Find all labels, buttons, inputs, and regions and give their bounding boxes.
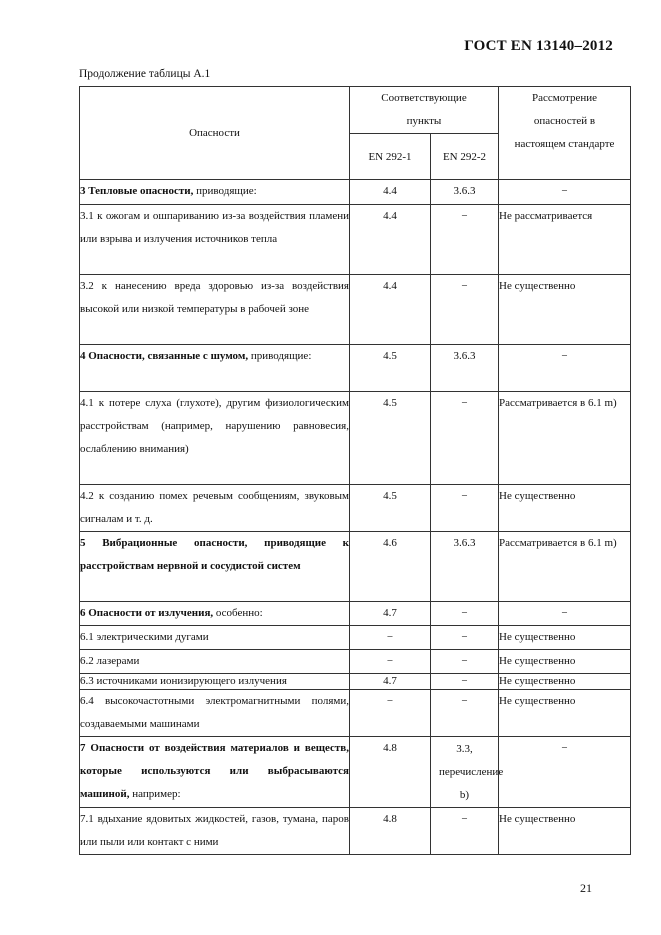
en2-cell: − <box>431 626 499 650</box>
en1-cell: 4.5 <box>350 392 431 485</box>
en1-cell: − <box>350 690 431 737</box>
review-cell: Не существенно <box>499 626 631 650</box>
hazard-cell: 6.3 источниками ионизирующего излучения <box>80 674 350 690</box>
review-cell: Не существенно <box>499 275 631 345</box>
table-row <box>80 626 631 650</box>
en1-cell: 4.4 <box>350 205 431 275</box>
table-row <box>80 392 631 485</box>
hazard-cell: 3.1 к ожогам и ошпариванию из-за воздействия пламени или взрыва и излучения источников тепла <box>80 205 350 275</box>
hazard-cell: 3 Тепловые опасности, приводящие: <box>80 180 350 205</box>
en1-cell: 4.8 <box>350 737 431 808</box>
review-cell: Не рассматривается <box>499 205 631 275</box>
hazard-cell: 7 Опасности от воздействия материалов и веществ, которые используются или выбрасываются машиной, например: <box>80 737 350 808</box>
en2-cell: − <box>431 602 499 626</box>
en1-cell: 4.4 <box>350 180 431 205</box>
hazard-cell: 6.1 электрическими дугами <box>80 626 350 650</box>
hazard-cell: 5 Вибрационные опасности, приводящие к расстройствам нервной и сосудистой систем <box>80 532 350 602</box>
hazard-cell: 6.2 лазерами <box>80 650 350 674</box>
table-row <box>80 650 631 674</box>
hazard-cell: 3.2 к нанесению вреда здоровью из-за воздействия высокой или низкой температуры в рабочей зоне <box>80 275 350 345</box>
hazard-cell: 7.1 вдыхание ядовитых жидкостей, газов, тумана, паров или пыли или контакт с ними <box>80 808 350 855</box>
header-hazards: Опасности <box>80 87 350 180</box>
en2-cell: − <box>431 392 499 485</box>
table-row <box>80 808 631 855</box>
en1-cell: 4.6 <box>350 532 431 602</box>
table-row <box>80 674 631 690</box>
review-cell: − <box>499 602 631 626</box>
en2-cell: 3.6.3 <box>431 180 499 205</box>
header-points: Соответствующие пункты <box>350 87 499 134</box>
en2-cell: − <box>431 485 499 532</box>
en1-cell: 4.5 <box>350 345 431 392</box>
table-row <box>80 602 631 626</box>
review-cell: Не существенно <box>499 674 631 690</box>
hazard-cell: 4 Опасности, связанные с шумом, приводящие: <box>80 345 350 392</box>
hazard-cell: 4.1 к потере слуха (глухоте), другим физиологическим расстройствам (например, нарушению равновесия, ослаблению внимания) <box>80 392 350 485</box>
review-cell: Не существенно <box>499 690 631 737</box>
en2-cell: 3.3, перечисление b) <box>431 737 499 808</box>
table-row <box>80 485 631 532</box>
review-cell: − <box>499 180 631 205</box>
en1-cell: − <box>350 626 431 650</box>
review-cell: Рассматривается в 6.1 m) <box>499 532 631 602</box>
en2-cell: − <box>431 650 499 674</box>
table-row <box>80 737 631 808</box>
en1-cell: 4.7 <box>350 674 431 690</box>
en1-cell: − <box>350 650 431 674</box>
document-code: ГОСТ EN 13140–2012 <box>464 38 613 54</box>
table-row <box>80 180 631 205</box>
hazard-cell: 6 Опасности от излучения, особенно: <box>80 602 350 626</box>
review-cell: Не существенно <box>499 808 631 855</box>
hazard-cell: 6.4 высокочастотными электромагнитными полями, создаваемыми машинами <box>80 690 350 737</box>
en2-cell: − <box>431 690 499 737</box>
en2-cell: − <box>431 674 499 690</box>
table-row <box>80 532 631 602</box>
en2-cell: − <box>431 808 499 855</box>
hazards-table <box>79 86 631 855</box>
review-cell: Не существенно <box>499 485 631 532</box>
en1-cell: 4.7 <box>350 602 431 626</box>
hazard-cell: 4.2 к созданию помех речевым сообщениям, звуковым сигналам и т. д. <box>80 485 350 532</box>
table-caption: Продолжение таблицы А.1 <box>79 68 211 80</box>
table-row <box>80 275 631 345</box>
en2-cell: 3.6.3 <box>431 345 499 392</box>
header-en-292-1: EN 292-1 <box>350 134 431 180</box>
en1-cell: 4.5 <box>350 485 431 532</box>
table-row <box>80 345 631 392</box>
header-en-292-2: EN 292-2 <box>431 134 499 180</box>
en2-cell: − <box>431 275 499 345</box>
review-cell: − <box>499 737 631 808</box>
table-row <box>80 690 631 737</box>
table-row <box>80 205 631 275</box>
review-cell: Рассматривается в 6.1 m) <box>499 392 631 485</box>
en2-cell: − <box>431 205 499 275</box>
header-review: Рассмотрение опасностей в настоящем стандарте <box>499 87 631 180</box>
review-cell: Не существенно <box>499 650 631 674</box>
en2-cell: 3.6.3 <box>431 532 499 602</box>
en1-cell: 4.8 <box>350 808 431 855</box>
en1-cell: 4.4 <box>350 275 431 345</box>
review-cell: − <box>499 345 631 392</box>
page-number: 21 <box>580 881 592 895</box>
